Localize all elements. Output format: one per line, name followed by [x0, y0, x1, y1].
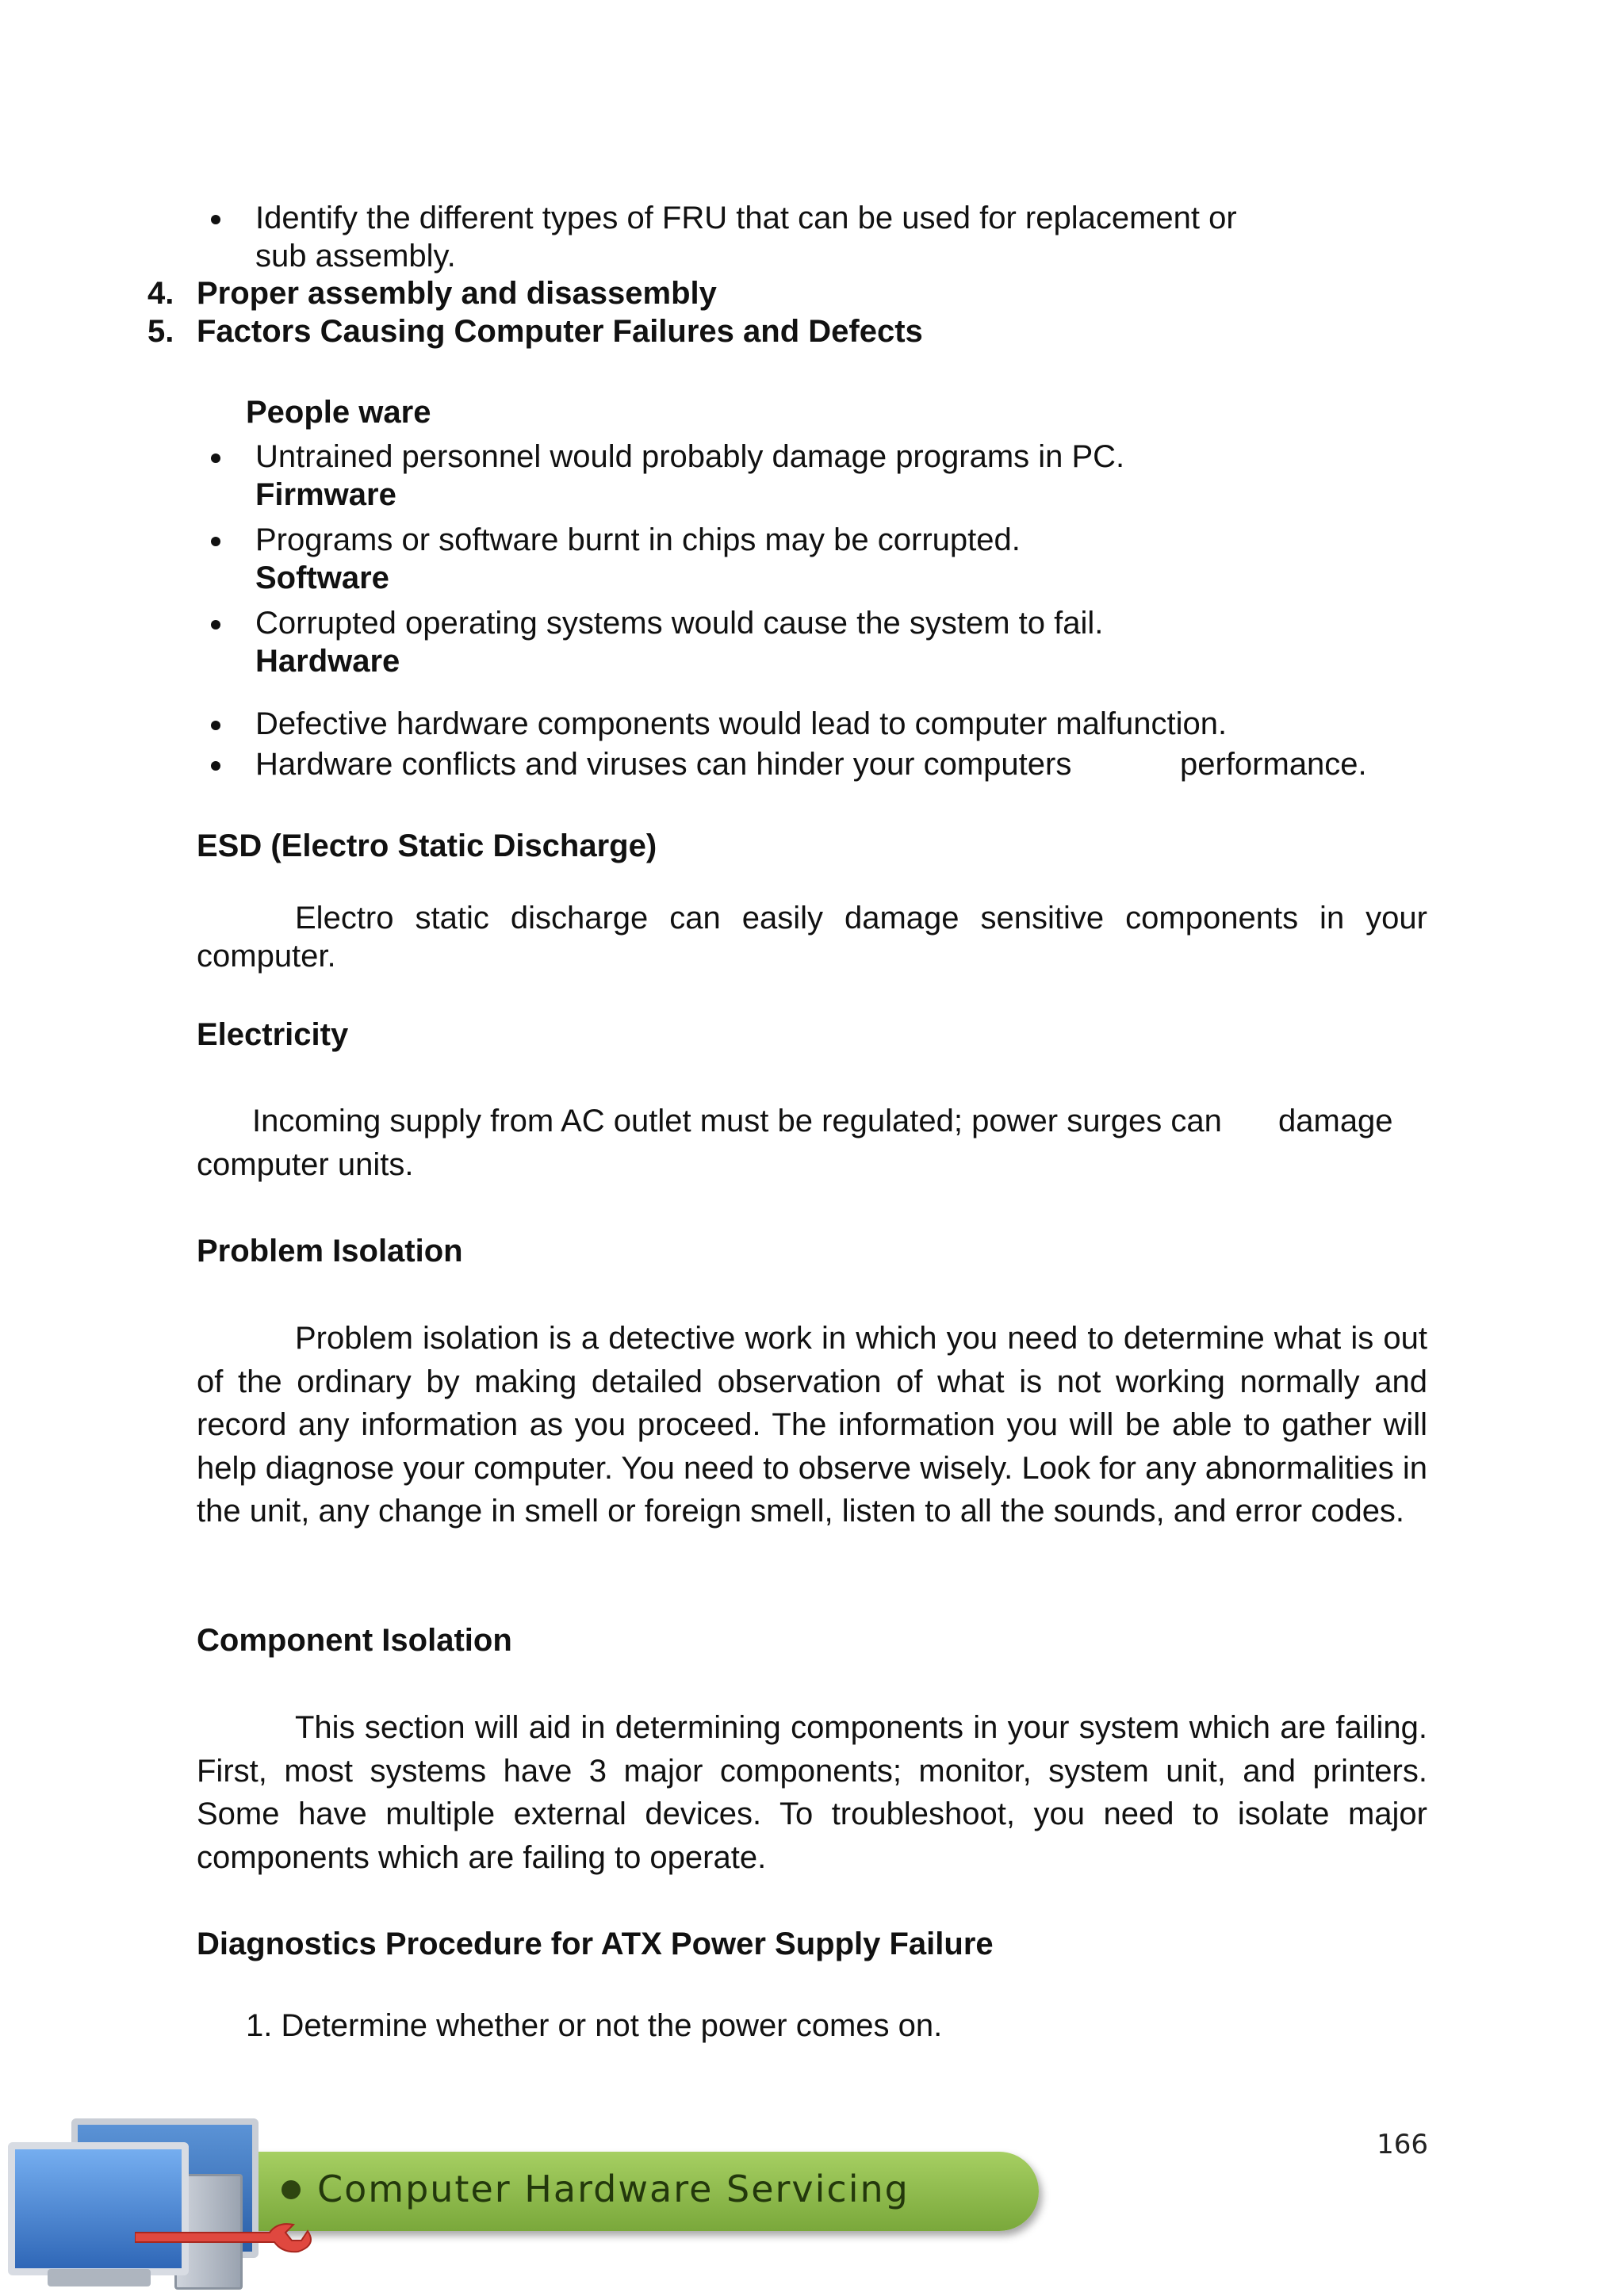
electricity-line-2: computer units. — [197, 1147, 414, 1182]
item-number-5: 5. — [147, 314, 174, 349]
heading-electricity: Electricity — [197, 1017, 349, 1052]
heading-peopleware: People ware — [246, 395, 431, 430]
intro-bullet-line-1: Identify the different types of FRU that can be used for replacement or — [255, 201, 1237, 235]
heading-software: Software — [255, 561, 389, 595]
bullet-icon — [211, 453, 220, 463]
heading-assembly: Proper assembly and disassembly — [197, 276, 717, 311]
heading-problem-isolation: Problem Isolation — [197, 1234, 463, 1269]
banner-text: Computer Hardware Servicing — [317, 2168, 910, 2210]
banner-dot — [282, 2180, 301, 2199]
peopleware-item: Untrained personnel would probably damage programs in PC. — [255, 439, 1125, 474]
hardware-item-1: Defective hardware components would lead to computer malfunction. — [255, 706, 1228, 741]
bullet-icon — [211, 761, 220, 771]
heading-esd: ESD (Electro Static Discharge) — [197, 828, 657, 863]
bullet-icon — [211, 620, 220, 629]
heading-failure-factors: Factors Causing Computer Failures and Defects — [197, 314, 923, 349]
bullet-icon — [211, 721, 220, 730]
hardware-item-2: Hardware conflicts and viruses can hinder your computers — [255, 747, 1072, 782]
heading-hardware: Hardware — [255, 644, 400, 679]
component-isolation-paragraph: This section will aid in determining components in your system which are failing. First, most systems have 3 major components; monitor, system unit, and printers. Some have multiple external devices. To troubleshoot, you need to isolate major components which are failing to operate. — [197, 1710, 1427, 1875]
heading-component-isolation: Component Isolation — [197, 1623, 512, 1658]
footer-banner — [0, 2118, 1063, 2296]
electricity-line-1: Incoming supply from AC outlet must be regulated; power surges can — [252, 1104, 1222, 1138]
heading-diagnostics: Diagnostics Procedure for ATX Power Supply Failure — [197, 1927, 994, 1961]
firmware-item: Programs or software burnt in chips may be corrupted. — [255, 522, 1021, 557]
page-number: 166 — [1377, 2129, 1428, 2160]
bullet-icon — [211, 215, 220, 224]
electricity-line-1-end: damage — [1278, 1104, 1393, 1138]
esd-paragraph: Electro static discharge can easily damage sensitive components in your computer. — [197, 901, 1427, 974]
software-item: Corrupted operating systems would cause the system to fail. — [255, 606, 1104, 641]
intro-bullet-line-2: sub assembly. — [255, 239, 456, 274]
problem-isolation-paragraph: Problem isolation is a detective work in which you need to determine what is out of the ordinary by making detailed observation of what is not working normally and record any information as you proceed. The information you will be able to gather will help diagnose your computer. You need to observe wisely. Look for any abnormalities in the unit, any change in smell or foreign smell, listen to all the sounds, and error codes. — [197, 1321, 1427, 1529]
heading-firmware: Firmware — [255, 477, 396, 512]
diagnostics-step-1: 1. Determine whether or not the power comes on. — [246, 2008, 943, 2043]
wrench-icon — [135, 2221, 317, 2253]
hardware-item-2-end: performance. — [1180, 747, 1367, 782]
item-number-4: 4. — [147, 276, 174, 311]
bullet-icon — [211, 537, 220, 546]
banner-strip — [238, 2152, 1039, 2231]
